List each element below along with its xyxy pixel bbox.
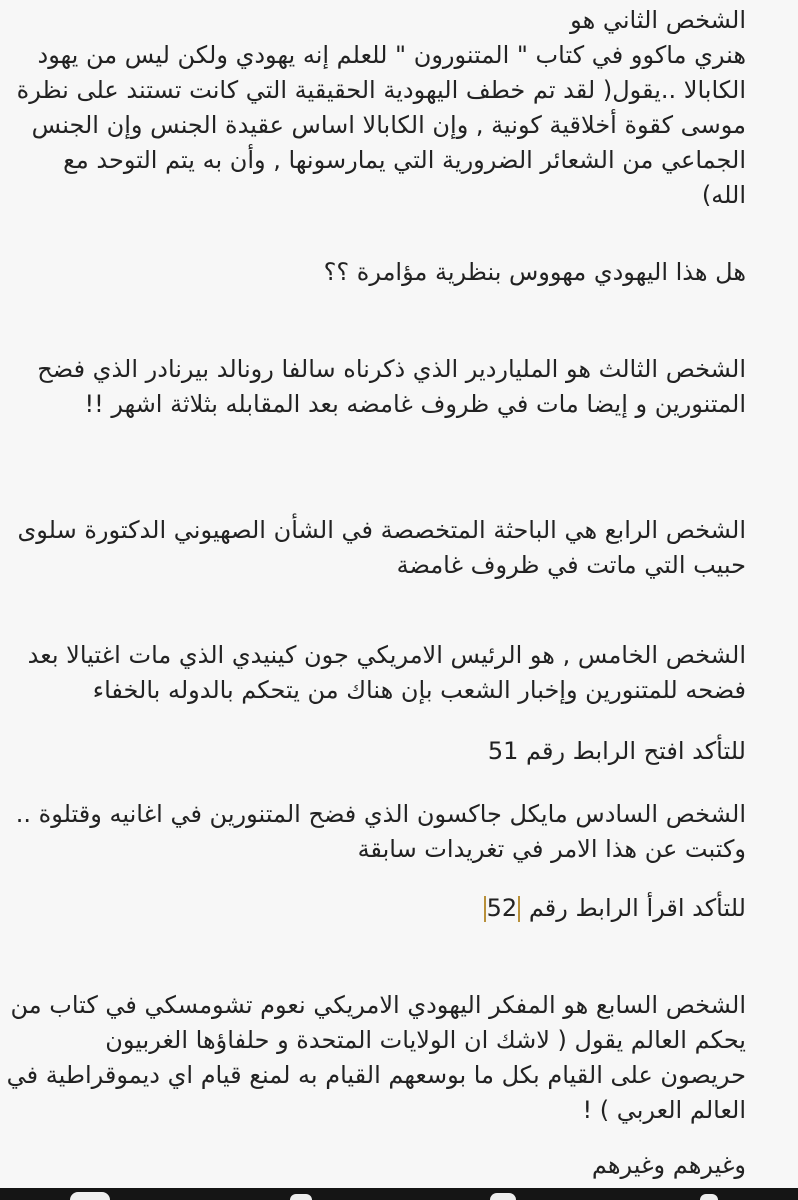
text-line: الجماعي من الشعائر الضرورية التي يمارسونها , وأن به يتم التوحد مع	[63, 146, 746, 174]
text-line: حريصون على القيام بكل ما بوسعهم القيام به لمنع قيام اي ديموقراطية في	[6, 1061, 746, 1089]
text-line: الشخص السابع هو المفكر اليهودي الامريكي نعوم تشومسكي في كتاب من	[10, 991, 746, 1019]
text-line	[40, 891, 746, 926]
text-line: وكتبت عن هذا الامر في تغريدات سابقة	[357, 835, 746, 863]
glyph-fragment	[490, 1193, 516, 1200]
paragraph-person-2	[16, 3, 746, 213]
paragraph-person-4	[17, 513, 746, 583]
text-line: يحكم العالم يقول ( لاشك ان الولايات المتحدة و حلفاؤها الغربيون	[105, 1026, 746, 1054]
text-line: المتنورين و إيضا مات في ظروف غامضه بعد المقابله بثلاثة اشهر !!	[84, 390, 746, 418]
text-line: الشخص الثالث هو الملياردير الذي ذكرناه سالفا رونالد بيرنادر الذي فضح	[37, 355, 746, 383]
link-label: للتأكد اقرأ الرابط رقم	[528, 894, 746, 922]
text-line: الكابالا ..يقول( لقد تم خطف اليهودية الحقيقية التي كانت تستند على نظرة	[16, 76, 746, 104]
text-line: هنري ماكوو في كتاب " المتنورون " للعلم إنه يهودي ولكن ليس من يهود	[37, 41, 746, 69]
cropped-next-line	[0, 1188, 798, 1200]
text-line: الشخص الثاني هو	[570, 6, 746, 34]
text-line: هل هذا اليهودي مهووس بنظرية مؤامرة ؟؟	[323, 258, 746, 286]
text-line: الشخص الخامس , هو الرئيس الامريكي جون كينيدي الذي مات اغتيالا بعد	[27, 641, 746, 669]
paragraph-person-6	[15, 797, 746, 867]
text-line: الله)	[701, 181, 746, 209]
link-number: 52	[486, 894, 518, 922]
paragraph-closing	[40, 1148, 746, 1183]
text-line: وغيرهم وغيرهم	[591, 1151, 746, 1179]
text-line: حبيب التي ماتت في ظروف غامضة	[396, 551, 746, 579]
paragraph-link-52	[40, 891, 746, 926]
glyph-fragment	[290, 1194, 312, 1200]
text-cursor	[484, 896, 486, 922]
glyph-fragment	[70, 1192, 110, 1200]
paragraph-link-51	[40, 734, 746, 769]
paragraph-person-5	[27, 638, 746, 708]
text-line: الشخص السادس مايكل جاكسون الذي فضح المتنورين في اغانيه وقتلوة ..	[15, 800, 746, 828]
glyph-fragment	[700, 1194, 718, 1200]
paragraph-person-7	[6, 988, 746, 1128]
text-line: العالم العربي ) !	[582, 1096, 746, 1124]
text-line: فضحه للمتنورين وإخبار الشعب بإن هناك من يتحكم بالدوله بالخفاء	[92, 676, 746, 704]
paragraph-question	[40, 255, 746, 290]
text-line: للتأكد افتح الرابط رقم 51	[487, 737, 746, 765]
text-line: موسى كقوة أخلاقية كونية , وإن الكابالا اساس عقيدة الجنس وإن الجنس	[31, 111, 746, 139]
paragraph-person-3	[37, 352, 746, 422]
text-cursor	[518, 896, 520, 922]
text-line: الشخص الرابع هي الباحثة المتخصصة في الشأن الصهيوني الدكتورة سلوى	[17, 516, 746, 544]
